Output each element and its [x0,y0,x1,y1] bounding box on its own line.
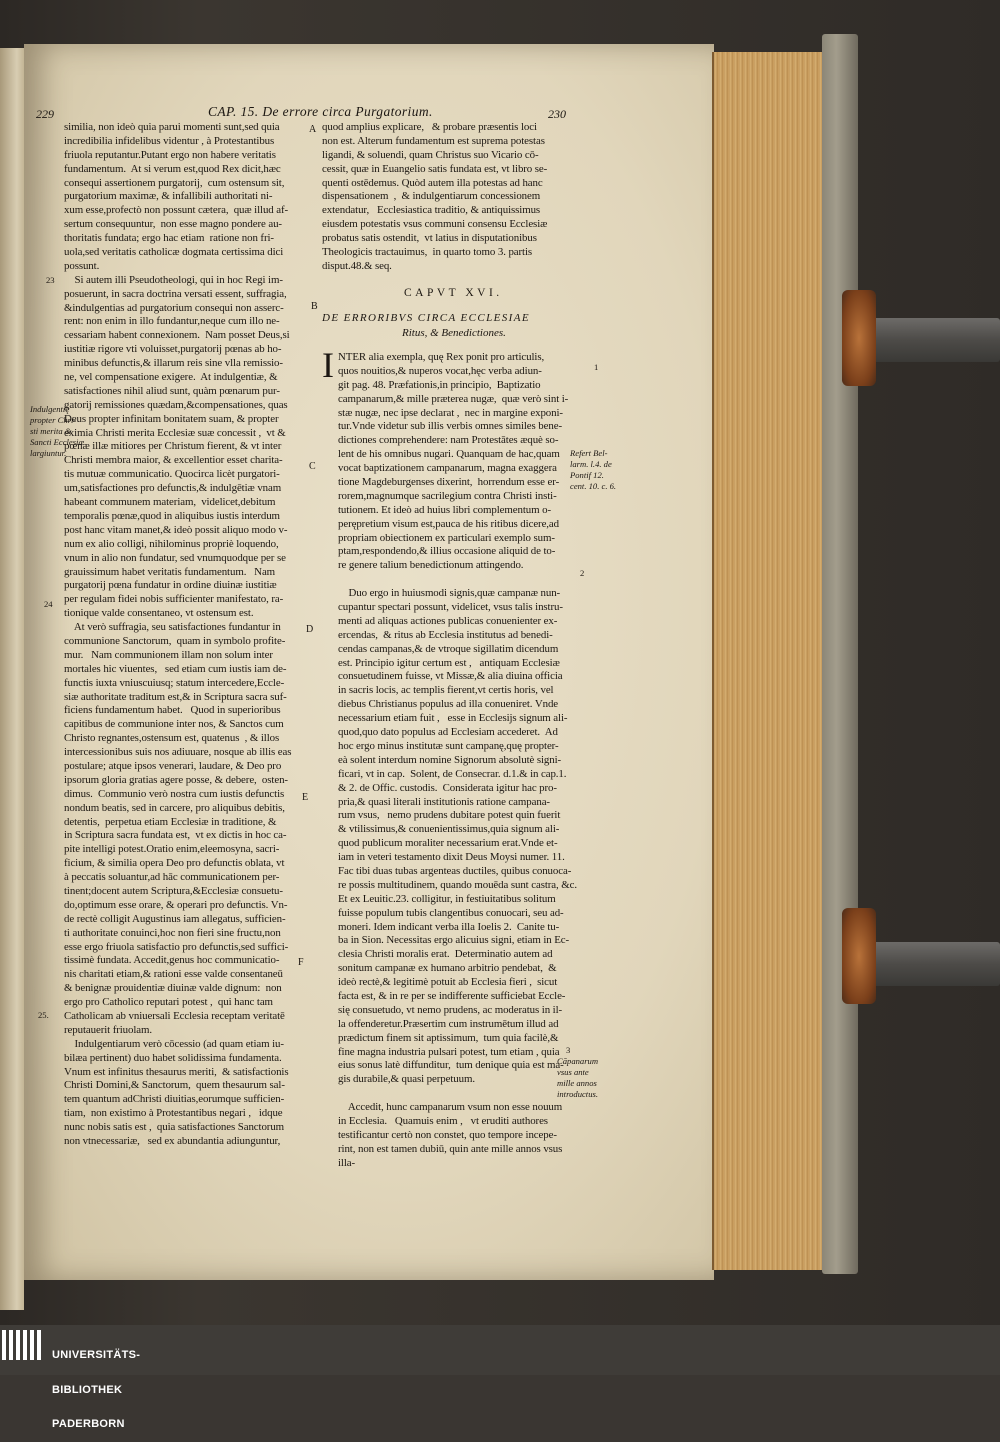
text-line: moneri. Idem indicant verba illa Ioelis 2. Canite tu- [338,920,560,933]
text-line: Theologicis tractauimus, in quarto tomo 3. partis [322,246,533,259]
text-line: nondum beatis, sed in carcere, pro aliquibus debitis, [64,801,285,814]
text-line: &indulgentias ad purgatorium consequi non asserc- [64,301,284,314]
text-line: sertum consequuntur, non esse magno pondere au- [64,218,282,231]
section-letter-d: D [306,624,314,635]
text-line: & 2. de Offic. custodis. Considerata igitur hac pro- [338,781,557,794]
text-line: sonitum campanæ ex humano arbitrio pendebat, & [338,962,557,975]
library-logo-icon [2,1330,44,1365]
text-line: eà solent interdum nomine Signorum absolutè signi- [338,753,562,766]
text-line: post hanc vitam manet,& ideò possit aliquo modo v- [64,523,288,536]
text-line: ergo pro Catholico reputari potest , qui hanc tam [64,996,273,1009]
text-line: reputauerit friuolam. [64,1023,153,1036]
margin-number-23: 23 [46,275,55,285]
text-line: Indulgentiarum verò cōcessio (ad quam etiam iu- [64,1037,284,1050]
text-line: Fac tibi duas tubas argenteas ductiles, quibus conuoca- [338,864,572,877]
text-line: fundamentum. At si verum est,quod Rex dicit,hæc [64,162,281,175]
margin-note-refert: Refert Bel- larm. l.4. de Pontif 12. cent. 10. c. 6. [570,448,617,491]
text-line: Duo ergo in huiusmodi signis,quæ campanæ nun- [338,587,561,600]
text-line: quod publicum moraliter necessarium erat.Vnde et- [338,837,558,850]
text-line: tur.Vnde videtur sub illis verbis omnes similes bene- [338,420,562,433]
text-line: necessarium etiam fuit , esse in Ecclesijs signum ali- [338,712,568,725]
text-line: Et ex Leuitic.23. colligitur, in festiuitatibus solitum [338,892,556,905]
text-line: num ex alio colligi, nihilominus propriè loquendo, [64,537,279,550]
running-title: CAP. 15. De errore circa Purgatorium. [208,104,433,119]
text-line: prædictum finem sit aptissimum, tum quia facilè,& [338,1031,559,1044]
text-line: & benignæ prouidentiæ diuinæ valde dignum: non [64,982,282,995]
text-line: ba in Sion. Necessitas ergo alicuius signi, etiam in Ec- [338,934,570,947]
text-line: in Ecclesia. Quamuis enim , vt eruditi authores [338,1114,548,1127]
section-letter-e: E [302,792,309,803]
left-column-text [64,121,304,1149]
text-line: Christi membra maior, & excellentior esset charita- [64,454,283,467]
text-line: satisfactiones nihil aliud sunt, quàm pœnarum pur- [64,384,280,397]
logo-line-3: PADERBORN [52,1418,125,1430]
text-line: Accedit, hunc campanarum vsum non esse nouum [338,1101,563,1114]
text-line [338,573,578,587]
text-line: fuisse populum tubis clangentibus conuocari, seu ad- [338,906,564,919]
text-line: git pag. 48. Præfationis,in principio, Baptizatio [338,378,541,391]
text-line: ipsorum gloria gratias agere posse, & debere, osten- [64,773,288,786]
text-line: campanarum,& mille præterea nugæ, quæ verò sint i- [338,392,569,405]
text-line: um,satisfactiones pro defunctis,& indulgētiæ vnam [64,482,282,495]
text-line: dictiones comprehendere: nam Protestātes æquè so- [338,434,559,447]
text-line: disput.48.& seq. [322,259,392,272]
text-line: intercessionibus suis nos adiuuare, nosque ab illis eas [64,746,292,759]
text-line: clesia Christi moralis erat. Determinatio autem ad [338,948,553,961]
text-line: illa- [338,1156,356,1169]
logo-line-2: BIBLIOTHEK [52,1383,123,1396]
text-line: re possis multitudinem, quando mouēda sunt castra, &c. [338,878,577,891]
text-line: pœnæ illæ mitiores per Christum fierent, & vt inter [64,440,282,453]
section-letter-c: C [309,461,316,472]
text-line: & vtilissimus,& conuenientissimus,quia signum ali- [338,823,560,836]
text-line: gis durabile,& quasi perpetuum. [338,1073,475,1086]
text-line: detentis, perpetua etiam Ecclesiæ in traditione, & [64,815,277,828]
text-line: dimus. Communio verò nostra cum iustis defunctis [64,787,285,800]
drop-initial: I [322,345,334,385]
text-line: Catholicam ab vniuersali Ecclesia receptam veritatē [64,1010,285,1022]
text-line: minibus defunctis,& illarum reis sine vlla remissio- [64,357,283,370]
text-line: siæ authoritate traditum est,& in Scriptura sacra suf- [64,690,287,703]
text-line: do,optimum esse orare, & operari pro defunctis. Vn- [64,898,288,911]
text-line: ti authoritate conuinci,hoc non fieri sine fructu,non [64,926,281,939]
text-line: probatus satis ostendit, vt latius in disputationibus [322,232,537,245]
text-line: tinent;docent autem Scriptura,&Ecclesiæ consuetu- [64,884,283,897]
text-line: propriam obiectionem ex particulari exemplo sum- [338,531,555,544]
text-line: purgatorij pœna fundatur in ordine diuinæ iustitiæ [64,579,277,592]
text-line: non est. Alterum fundamentum est suprema potestas [322,134,545,147]
margin-number-24: 24 [44,599,53,609]
text-line: postulare; atque ipsos venerari, laudare, & Deo pro [64,759,282,772]
library-footer-bar [0,1325,1000,1375]
text-line: tionique valde consentaneo, vt ostensum est. [64,607,254,620]
text-line: cessariam habent connexionem. Nam posset Deus,si [64,329,290,342]
text-line: tem quantum adChristi diuitias,eorumque sufficien- [64,1093,285,1106]
text-line: się consuetudo, vt nemo prudens, ac moderatus in il- [338,1003,563,1016]
text-line: Si autem illi Pseudotheologi, qui in hoc Regi im- [64,273,283,286]
text-line: per regulam fidei nobis sufficienter manifestato, ra- [64,593,284,606]
text-line: quod,quo dato populus ad Ecclesiam accederet. Ad [338,726,558,739]
text-line: perępretium visum est,pauca de his ritibus dicere,ad [338,517,560,530]
text-line: quenti ostēdemus. Quòd autem illa potestas ad hanc [322,176,543,189]
text-line: functis iuxta vniuscuiusq; statum intercedere,Eccle- [64,676,285,689]
upper-clasp-hinge [842,290,876,386]
text-line: At verò suffragia, seu satisfactiones fundantur in [64,621,281,634]
chapter-title: DE ERRORIBVS CIRCA ECCLESIAE [322,312,530,324]
text-line: Christi Domini,& Sanctorum, quem thesaurum sal- [64,1079,285,1092]
text-line: quod amplius explicare, & probare præsentis loci [322,121,537,133]
text-line: eius sonus latè diffunditur, tum denique quia est ma- [338,1059,564,1072]
text-line: similia, non ideò quia parui momenti sunt,sed quia [64,121,280,133]
text-line: tissimè fundata. Accedit,genus hoc communicatio- [64,954,280,967]
lower-clasp-hinge [842,908,876,1004]
margin-note-indulgentiae: Indulgentię propter Chri- sti merita & Sancti Ecclesiæ largiuntur. [30,404,85,458]
text-line: est. Principio igitur certum est , antiquam Ecclesiæ [338,656,560,669]
text-line: ptam,respondendo,& illius occasione aliquid de to- [338,545,556,558]
chapter-subtitle: Ritus, & Benedictiones. [402,327,506,339]
text-line: nunc nobis satis est , quia satisfactiones Sanctorum [64,1121,285,1134]
text-line: dispensationem , & indulgentiarum concessionem [322,190,541,203]
text-line: vnum in alio non fundatur, sed vnumquodque per se [64,551,286,564]
margin-note-campanarum: Cāpanarum vsus ante mille annos introductus. [557,1056,599,1099]
text-line: re genere talium benedictionum attingendo. [338,559,524,572]
text-line: esse ergo friuola satisfactio pro defunctis,sed suffici- [64,940,289,953]
text-line: tione Magdeburgenses dixerint, horrendum esse er- [338,476,560,489]
text-line: ligandi, & soluendi, quam Christus suo Vicario cō- [322,148,539,161]
text-line: non vtnecessariæ, sed ex abundantia adiunguntur, [64,1135,281,1148]
text-line: communione Sanctorum, quam in symbolo profite- [64,634,286,647]
book-cover-board [822,34,858,1274]
text-line: cupantur spectari possunt, videlicet, vsus talis instru- [338,601,563,614]
text-line: tis mutuæ communicatio. Quocirca licèt purgatori- [64,468,280,481]
text-line: hoc ergo minus institutæ sunt campanę,quę propter- [338,739,559,752]
text-line: gatorij remissiones quædam,&compensationes, quas [64,398,288,411]
text-line: posuerunt, in sacra doctrina versati essent, suffragia, [64,287,287,300]
text-line: cendas campanas,& de vtroque sigillatim dicendum [338,642,559,655]
text-line: habeant communem materiam, videlicet,debitum [64,496,276,509]
text-line: nis charitati etiam,& rationi esse valde consentaneū [64,968,283,981]
text-line: diebus Christianus populus ad illa conueniret. Vnde [338,698,559,711]
text-line: consequi assertionem purgatorij, cum ostensum sit, [64,176,285,189]
text-line: Vnum est infinitus thesaurus meriti, & satisfactionis [64,1065,289,1078]
text-line: de rectè colligit Augustinus iam allegatus, sufficien- [64,912,286,925]
text-line: Christo regnantes,ostensum est, quatenus , & illos [64,732,280,745]
text-line: grauissimum habet veritatis fundamentum. Nam [64,565,276,578]
text-line: facta est, & in re per se indifferente sufficiebat Eccle- [338,989,566,1002]
text-line: quos nouitios,& nuperos vocat,hęc verba adiun- [338,364,542,377]
margin-number-1: 1 [594,362,599,372]
text-line [338,1087,578,1101]
right-page-number: 230 [548,107,566,121]
text-line: ercendas, & ritus ab Ecclesia institutus ad benedi- [338,628,553,641]
text-line: NTER alia exempla, quę Rex ponit pro articulis, [338,351,545,363]
text-line: extendatur, Ecclesiastica traditio, & antiquissimus [322,204,541,217]
text-line: iam in veteri testamento dixit Deus Moysi numer. 11. [338,851,565,864]
right-column-body-text [338,351,578,1171]
text-line: incredibilia infidelibus videntur , à Protestantibus [64,134,275,147]
text-line: pite intelligi potest.Oratio enim,eleemosyna, sacri- [64,843,280,856]
text-line: vocat baptizationem campanarum, magna exaggera [338,462,557,475]
text-line: pria,& quasi literali institutionis ratione campana- [338,795,550,808]
section-letter-a: A [309,124,317,135]
text-line: possunt. [64,259,100,272]
page-fore-edge [712,52,826,1270]
text-line: rent: non enim in illo fundantur,neque cum illo ne- [64,315,280,328]
text-line: capitibus de communione inter nos, & Sanctos cum [64,718,284,731]
text-line: ficiens fundamentum habet. Quod in superioribus [64,704,281,717]
text-line: ficari, vt in cap. Solent, de Consecrar. d.1.& in cap.1. [338,767,567,780]
text-line: purgatorium maximæ, & infallibili authoritati ni- [64,190,273,203]
text-line: temporalis pœnæ,quod in aliquibus iustis interdum [64,509,280,522]
text-line: uola,sed veritatis catholicæ dogmata certissima dici [64,246,284,259]
text-line: tiam, non existimo à Protestantibus negari , idque [64,1107,283,1120]
text-line: menti ad aliquas actiones publicas conuenienter ex- [338,614,558,627]
library-logo-text [52,1327,140,1442]
text-line: xum esse,profectò non possunt cætera, quæ illud af- [64,204,289,217]
text-line: la offenderetur.Præsertim cum instrumētum illud ad [338,1017,559,1030]
margin-number-3: 3 [566,1045,571,1055]
left-page-edge [0,48,24,1310]
text-line: testificantur certò non constet, quo tempore incepe- [338,1128,557,1141]
text-line: mur. Nam communionem illam non solum inter [64,648,273,661]
margin-number-2: 2 [580,568,585,578]
text-line: in sacris locis, ac templis fierent,vt certis horis, vel [338,684,554,697]
logo-line-1: UNIVERSITÄTS- [52,1349,141,1361]
text-line: rint, non est tamen dubiū, quin ante mille annos vsus [338,1142,563,1155]
text-line: à peccatis soluantur,ad hāc communicationem per- [64,871,280,884]
text-line: ficium, & similia opera Deo pro defunctis oblata, vt [64,857,285,870]
text-line: rum vsus, nemo prudens dubitare potest quin fuerit [338,809,561,822]
text-line: iustitiæ rigore vti voluisset,purgatorij pœnas ab ho- [64,343,282,356]
text-line: cessit, quæ in Euangelio satis fundata est, vt libro se- [322,162,548,175]
text-line: mortales hic viuentes, sed etiam cum iustis iam de- [64,662,287,675]
text-line: Deus propter infinitam bonitatem suam, & propter [64,412,279,425]
right-column-top-text [322,121,572,274]
chapter-heading: CAPVT XVI. [404,287,503,299]
left-page-number: 229 [36,107,54,121]
text-line: rorem,magnumque sacrilegium contra Christi insti- [338,489,557,502]
section-letter-b: B [311,301,318,312]
text-line: ideò rectè,& legitimè potuit ab Ecclesia fieri , sicut [338,976,558,989]
text-line: bilæa pertinent) duo habet solidissima fundamenta. [64,1051,282,1064]
margin-number-25: 25. [38,1010,49,1020]
text-line: eximia Christi merita Ecclesiæ suæ concessit , vt & [64,426,286,439]
text-line: friuola reputantur.Putant ergo non habere veritatis [64,148,276,161]
text-line: fine magna industria pulsari potest, tum etiam , quia [338,1045,560,1058]
text-line: consuetudinem fuisse, vt Missæ,& alia diuina officia [338,670,563,683]
text-line: thoritatis fundata; ergo hac etiam ratione non fri- [64,232,274,245]
text-line: tutionem. Et ideò ad huius libri complementum o- [338,503,551,516]
section-letter-f: F [298,957,304,968]
text-line: lent de his omnibus nugari. Quanquam de hac,quam [338,448,560,461]
text-line: ne, vel compensatione exigere. At indulgentiæ, & [64,371,278,384]
text-line: stæ nugæ, nec ipse declarat , nec in margine exponi- [338,406,563,419]
text-line: in Scriptura sacra fundata est, vt ex dictis in hoc ca- [64,829,287,842]
text-line: eiusdem potestatis vsus communi consensu Ecclesiæ [322,218,548,231]
